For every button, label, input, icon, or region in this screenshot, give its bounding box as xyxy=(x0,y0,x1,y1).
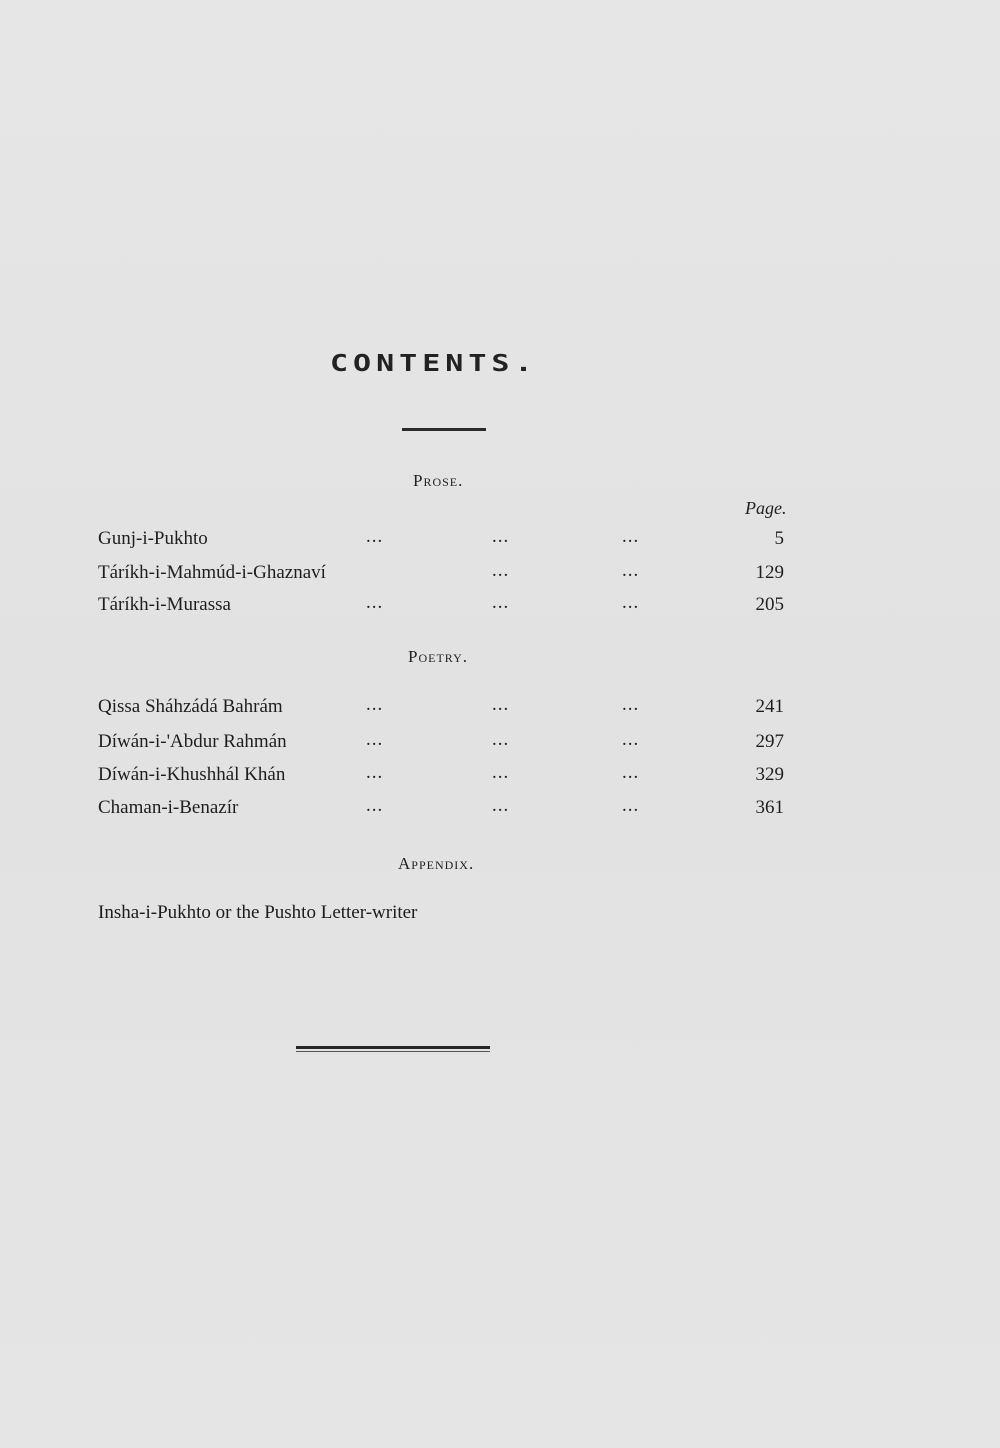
dot-leader: ... xyxy=(622,526,640,547)
dot-leader: ... xyxy=(492,762,510,783)
dot-leader: ... xyxy=(622,592,640,613)
toc-entry-title: Chaman-i-Benazír xyxy=(98,797,239,818)
toc-entry[interactable] xyxy=(98,528,788,554)
dot-leader: ... xyxy=(366,795,384,816)
dot-leader: ... xyxy=(492,729,510,750)
toc-entry[interactable] xyxy=(98,594,788,620)
dot-leader: ... xyxy=(622,762,640,783)
dot-leader: ... xyxy=(622,694,640,715)
toc-entry-title: Táríkh-i-Murassa xyxy=(98,594,231,615)
toc-entry-page: 241 xyxy=(755,696,784,717)
toc-entry[interactable] xyxy=(98,797,788,823)
section-heading-appendix: Appendix. xyxy=(398,854,475,873)
toc-entry-title: Díwán-i-'Abdur Rahmán xyxy=(98,731,287,752)
dot-leader: ... xyxy=(492,592,510,613)
closing-rule-thin xyxy=(296,1051,490,1052)
toc-entry-page: 129 xyxy=(755,562,784,583)
appendix-entry[interactable]: Insha-i-Pukhto or the Pushto Letter-writer xyxy=(98,902,418,923)
toc-entry-title: Díwán-i-Khushhál Khán xyxy=(98,764,286,785)
dot-leader: ... xyxy=(492,795,510,816)
closing-rule xyxy=(296,1046,490,1049)
dot-leader: ... xyxy=(366,592,384,613)
toc-entry[interactable] xyxy=(98,731,788,757)
dot-leader: ... xyxy=(366,694,384,715)
toc-entry-page: 297 xyxy=(755,731,784,752)
dot-leader: ... xyxy=(492,526,510,547)
toc-entry-page: 205 xyxy=(755,594,784,615)
page-title: CONTENTS. xyxy=(330,350,538,378)
toc-entry-page: 329 xyxy=(755,764,784,785)
toc-entry[interactable] xyxy=(98,764,788,790)
section-heading-poetry: Poetry. xyxy=(408,647,469,666)
page-column-label: Page. xyxy=(745,498,787,518)
dot-leader: ... xyxy=(622,560,640,581)
section-heading-prose: Prose. xyxy=(413,471,464,490)
toc-entry-title: Táríkh-i-Mahmúd-i-Ghaznaví xyxy=(98,562,326,583)
dot-leader: ... xyxy=(366,762,384,783)
dot-leader: ... xyxy=(492,560,510,581)
dot-leader: ... xyxy=(366,729,384,750)
toc-entry-title: Qissa Sháhzádá Bahrám xyxy=(98,696,283,717)
toc-entry-page: 361 xyxy=(755,797,784,818)
toc-entry-page: 5 xyxy=(774,528,784,549)
dot-leader: ... xyxy=(622,795,640,816)
title-rule xyxy=(402,428,486,431)
toc-entry[interactable] xyxy=(98,696,788,722)
toc-entry[interactable] xyxy=(98,562,788,588)
toc-entry-title: Gunj-i-Pukhto xyxy=(98,528,208,549)
dot-leader: ... xyxy=(366,526,384,547)
dot-leader: ... xyxy=(492,694,510,715)
dot-leader: ... xyxy=(622,729,640,750)
